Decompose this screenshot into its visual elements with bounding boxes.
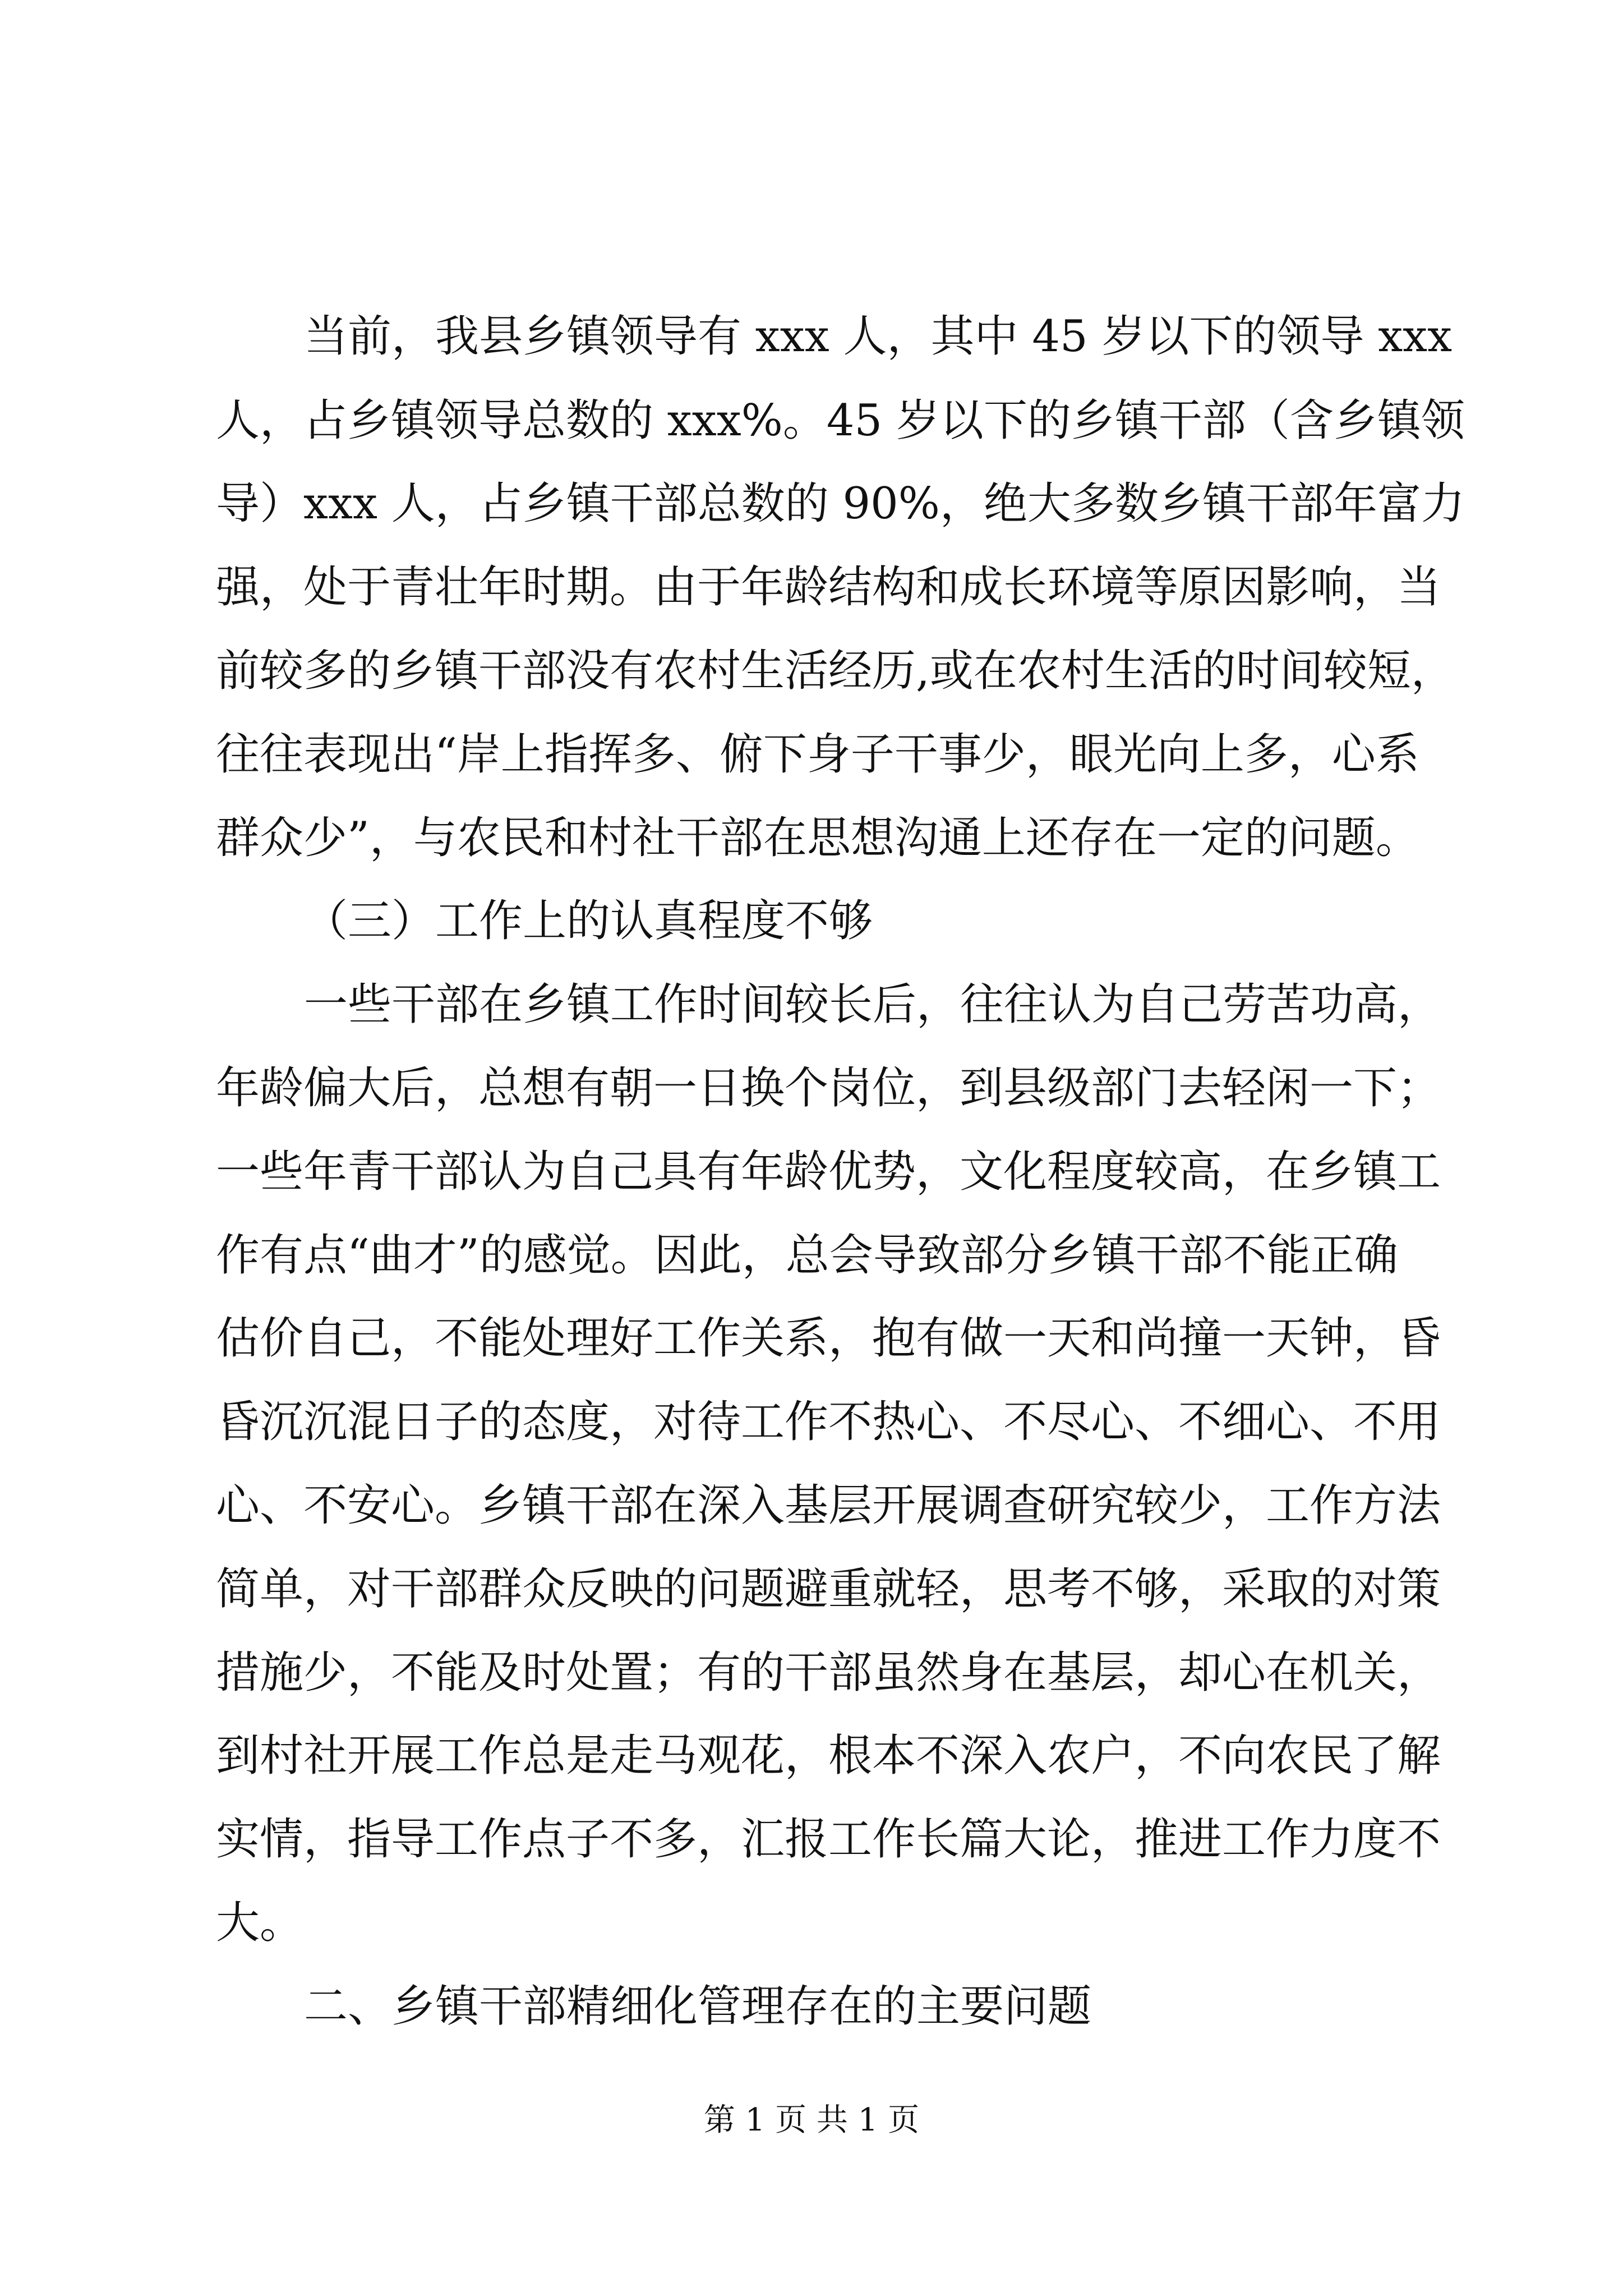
body-line: 年龄偏大后，总想有朝一日换个岗位，到县级部门去轻闲一下； [216,1063,1441,1114]
body-line: 导）xxx 人，占乡镇干部总数的 90%，绝大多数乡镇干部年富力 [216,478,1465,529]
body-line: 一些干部在乡镇工作时间较长后，往往认为自己劳苦功高， [304,979,1442,1030]
body-line: 到村社开展工作总是走马观花，根本不深入农户，不向农民了解 [216,1731,1441,1781]
body-line: 当前，我县乡镇领导有 xxx 人，其中 45 岁以下的领导 xxx [304,311,1453,362]
body-line: 往往表现出“岸上指挥多、俯下身子干事少，眼光向上多，心系 [216,729,1419,780]
body-line: 人，占乡镇领导总数的 xxx%。45 岁以下的乡镇干部（含乡镇领 [216,395,1465,446]
section-heading: 二、乡镇干部精细化管理存在的主要问题 [304,1981,1092,2032]
body-line: 一些年青干部认为自己具有年龄优势，文化程度较高，在乡镇工 [216,1147,1441,1197]
body-line: 大。 [216,1898,304,1948]
page-footer: 第 1 页 共 1 页 [703,2102,920,2138]
body-line: 心、不安心。乡镇干部在深入基层开展调查研究较少，工作方法 [216,1480,1441,1531]
body-line: 简单，对干部群众反映的问题避重就轻，思考不够，采取的对策 [216,1564,1441,1614]
body-line: 强，处于青壮年时期。由于年龄结构和成长环境等原因影响，当 [216,562,1441,613]
body-line: 前较多的乡镇干部没有农村生活经历,或在农村生活的时间较短， [216,646,1455,696]
body-line: 作有点“曲才”的感觉。因此，总会导致部分乡镇干部不能正确 [216,1230,1398,1281]
body-line: 实情，指导工作点子不多，汇报工作长篇大论，推进工作力度不 [216,1814,1441,1865]
body-line: 估价自己，不能处理好工作关系，抱有做一天和尚撞一天钟，昏 [216,1313,1441,1364]
section-heading: （三）工作上的认真程度不够 [304,896,873,946]
body-line: 措施少，不能及时处置；有的干部虽然身在基层，却心在机关， [216,1648,1441,1698]
body-line: 群众少”，与农民和村社干部在思想沟通上还存在一定的问题。 [216,813,1419,863]
body-line: 昏沉沉混日子的态度，对待工作不热心、不尽心、不细心、不用 [216,1397,1441,1447]
